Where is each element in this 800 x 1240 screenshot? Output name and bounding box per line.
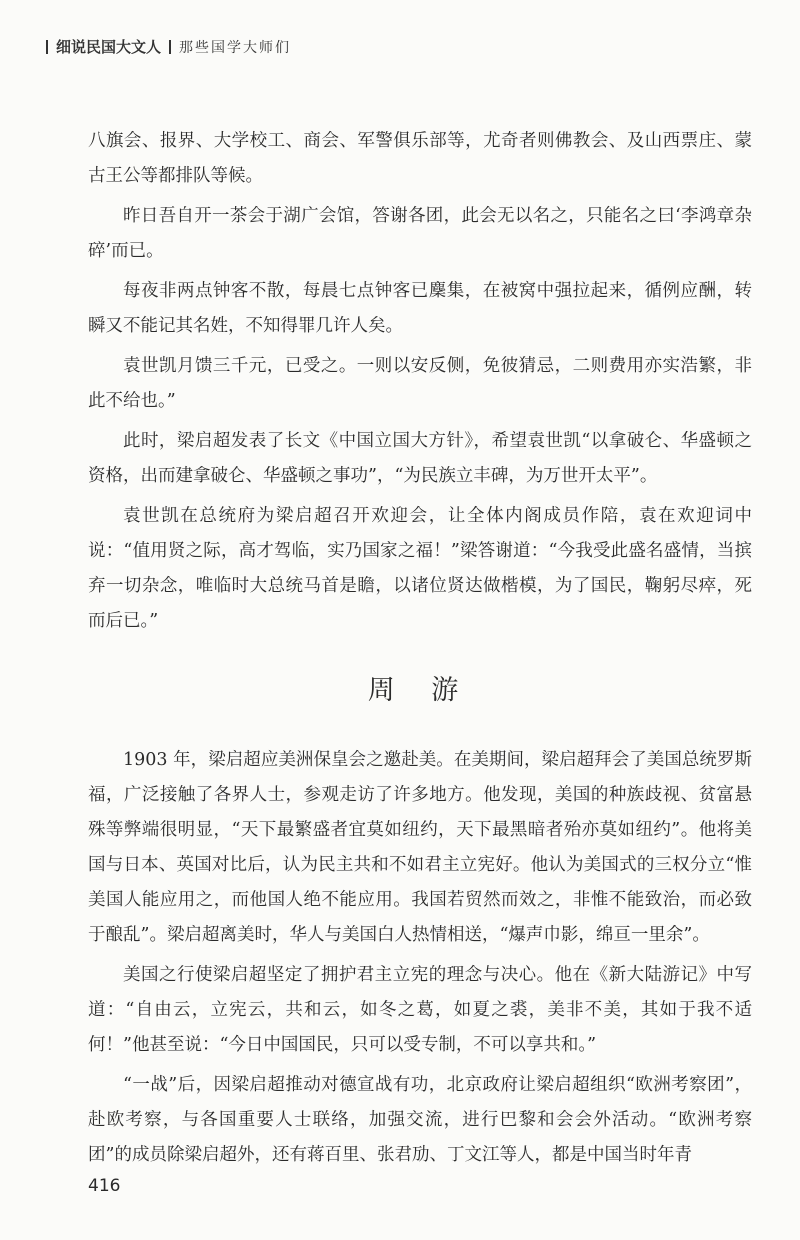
paragraph: 袁世凯月馈三千元，已受之。一则以安反侧，免彼猜忌，二则费用亦实浩繁，非此不给也。” — [88, 356, 752, 411]
divider — [46, 40, 48, 54]
body-text — [88, 124, 752, 1178]
paragraph: 每夜非两点钟客不散，每晨七点钟客已麇集，在被窝中强拉起来，循例应酬，转瞬又不能记其名姓，不知得罪几许人矣。 — [88, 281, 752, 336]
section-title: 周 游 — [367, 675, 473, 706]
book-title: 细说民国大文人 — [56, 38, 162, 56]
running-head — [38, 36, 291, 57]
paragraph: 美国之行使梁启超坚定了拥护君主立宪的理念与决心。他在《新大陆游记》中写道：“自由云，立宪云，共和云，如冬之葛，如夏之裘，美非不美，其如于我不适何！”他甚至说：“今日中国国民，只可以受专制，不可以享共和。” — [88, 965, 752, 1055]
paragraph: “一战”后，因梁启超推动对德宣战有功，北京政府让梁启超组织“欧洲考察团”，赴欧考察，与各国重要人士联络，加强交流，进行巴黎和会会外活动。“欧洲考察团”的成员除梁启超外，还有蒋百里、张君劢、丁文江等人，都是中国当时年青 — [88, 1075, 752, 1165]
page-number: 416 — [88, 1176, 121, 1196]
paragraph: 昨日吾自开一茶会于湖广会馆，答谢各团，此会无以名之，只能名之曰‘李鸿章杂碎’而已。 — [88, 206, 752, 261]
paragraph: 1903 年，梁启超应美洲保皇会之邀赴美。在美期间，梁启超拜会了美国总统罗斯福，广泛接触了各界人士，参观走访了许多地方。他发现，美国的种族歧视、贫富悬殊等弊端很明显，“天下最繁盛者宜莫如纽约，天下最黑暗者殆亦莫如纽约”。他将美国与日本、英国对比后，认为民主共和不如君主立宪好。他认为美国式的三权分立“惟美国人能应用之，而他国人绝不能应用。我国若贸然而效之，非惟不能致治，而必致于酿乱”。梁启超离美时，华人与美国白人热情相送，“爆声巾影，绵亘一里余”。 — [88, 750, 752, 945]
paragraph: 八旗会、报界、大学校工、商会、军警俱乐部等，尤奇者则佛教会、及山西票庄、蒙古王公等都排队等候。 — [88, 131, 752, 186]
paragraph: 此时，梁启超发表了长文《中国立国大方针》，希望袁世凯“以拿破仑、华盛顿之资格，出而建拿破仑、华盛顿之事功”，“为民族立丰碑，为万世开太平”。 — [88, 431, 752, 486]
paragraph: 袁世凯在总统府为梁启超召开欢迎会，让全体内阁成员作陪，袁在欢迎词中说：“值用贤之际，高才驾临，实乃国家之福！”梁答谢道：“今我受此盛名盛情，当摈弃一切杂念，唯临时大总统马首是瞻，以诸位贤达做楷模，为了国民，鞠躬尽瘁，死而后已。” — [88, 506, 752, 631]
chapter-title: 那些国学大师们 — [179, 40, 292, 56]
divider — [169, 40, 171, 54]
